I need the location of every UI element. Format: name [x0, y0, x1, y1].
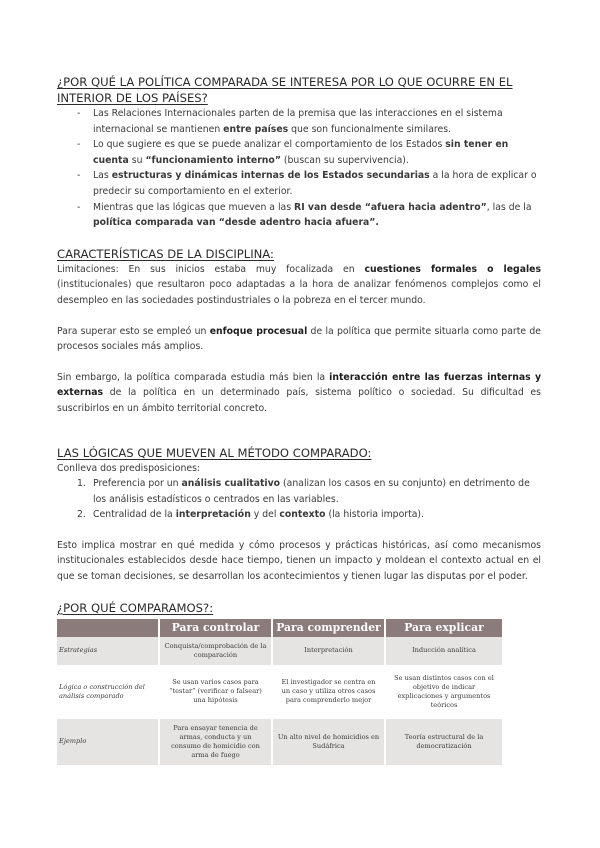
table-cell: Para ensayar tenencia de armas, conducta y un consumo de homicidio con arma de fuego [159, 719, 272, 765]
table-row [57, 637, 503, 665]
table-row [57, 665, 503, 719]
table-row-head: Ejemplo [57, 719, 159, 765]
table-cell: El investigador se centra en un caso y utiliza otros casos para comprenderlo mejor [272, 665, 385, 719]
paragraph-procedural: Para superar esto se empleó un enfoque procesual de la política que permite situarla como parte de procesos sociales más amplios. [57, 325, 541, 353]
paragraph-interaction: Sin embargo, la política comparada estudia más bien la interacción entre las fuerzas internas y externas de la política en un determinado país, sistema político o sociedad. Su dificultad es suscribirlos en un ámbito territorial concreto. [57, 371, 542, 414]
section-title-characteristics: CARACTERÍSTICAS DE LA DISCIPLINA: [57, 246, 274, 261]
section-title-why-compare: ¿POR QUÉ COMPARAMOS?: [57, 600, 214, 615]
table-row-head: Lógica o construcción del análisis comparado [57, 665, 159, 719]
section-title-why-internal: ¿POR QUÉ LA POLÍTICA COMPARADA SE INTERESA POR LO QUE OCURRE EN EL INTERIOR DE LOS PAÍSES? [57, 75, 513, 105]
table-row [57, 719, 503, 765]
list-item: - Lo que sugiere es que se puede analizar el comportamiento de los Estados sin tener en cuenta su “funcionamiento interno” (buscan su supervivencia). [77, 137, 541, 168]
paragraph-predispositions-intro: Conlleva dos predisposiciones: [57, 462, 201, 474]
list-item: - Las estructuras y dinámicas internas de los Estados secundarias a la hora de explicar o predecir su comportamiento en el exterior. [77, 168, 541, 199]
list-item: - Las Relaciones Internacionales parten de la premisa que las interacciones en el sistema internacional se mantienen entre países que son funcionalmente similares. [77, 106, 541, 137]
table-cell: Se usan distintos casos con el objetivo de indicar explicaciones y argumentos teóricos [385, 665, 503, 719]
table-header-row [57, 619, 503, 637]
table-cell: Teoría estructural de la democratización [385, 719, 503, 765]
paragraph-implications: Esto implica mostrar en qué medida y cómo procesos y prácticas históricas, así como mecanismos institucionales establecidos desde hace tiempo, tienen un impacto y moldean el contexto actual en el que se toman decisiones, se desarrollan los acontecimientos y tienen lugar las disputas por el poder. [57, 539, 541, 583]
paragraph-limitations: Limitaciones: En sus inicios estaba muy focalizada en cuestiones formales o legales (institucionales) que resultaron poco adaptadas a la hora de analizar fenómenos complejos como el desempleo en las sociedades postindustriales o la pobreza en el tercer mundo. [57, 263, 541, 306]
table-header-cell: Para controlar [159, 619, 272, 637]
document-page [57, 74, 541, 765]
table-cell: Se usan varios casos para “testar” (verificar o falsear) una hipótesis [159, 665, 272, 719]
numbered-list-predispositions [57, 476, 541, 523]
section-title-logics: LAS LÓGICAS QUE MUEVEN AL MÉTODO COMPARADO: [57, 445, 372, 460]
list-item: 2. Centralidad de la interpretación y del contexto (la historia importa). [77, 509, 425, 521]
comparison-table [57, 619, 504, 765]
table-row-head: Estrategias [57, 637, 159, 665]
table-cell: Inducción analítica [385, 637, 503, 665]
table-cell: Conquista/comprobación de la comparación [159, 637, 272, 665]
list-item: - Mientras que las lógicas que mueven a las RI van desde “afuera hacia adentro”, las de la política comparada van “desde adentro hacia afuera”. [77, 200, 541, 231]
table-cell: Un alto nivel de homicidios en Sudáfrica [272, 719, 385, 765]
bullet-list-internal [57, 106, 541, 231]
list-item: 1. Preferencia por un análisis cualitativo (analizan los casos en su conjunto) en detrimento de los análisis estadísticos o centrados en las variables. [77, 478, 530, 505]
table-header-cell: Para comprender [272, 619, 385, 637]
table-cell: Interpretación [272, 637, 385, 665]
table-header-cell [57, 619, 159, 637]
table-header-cell: Para explicar [385, 619, 503, 637]
